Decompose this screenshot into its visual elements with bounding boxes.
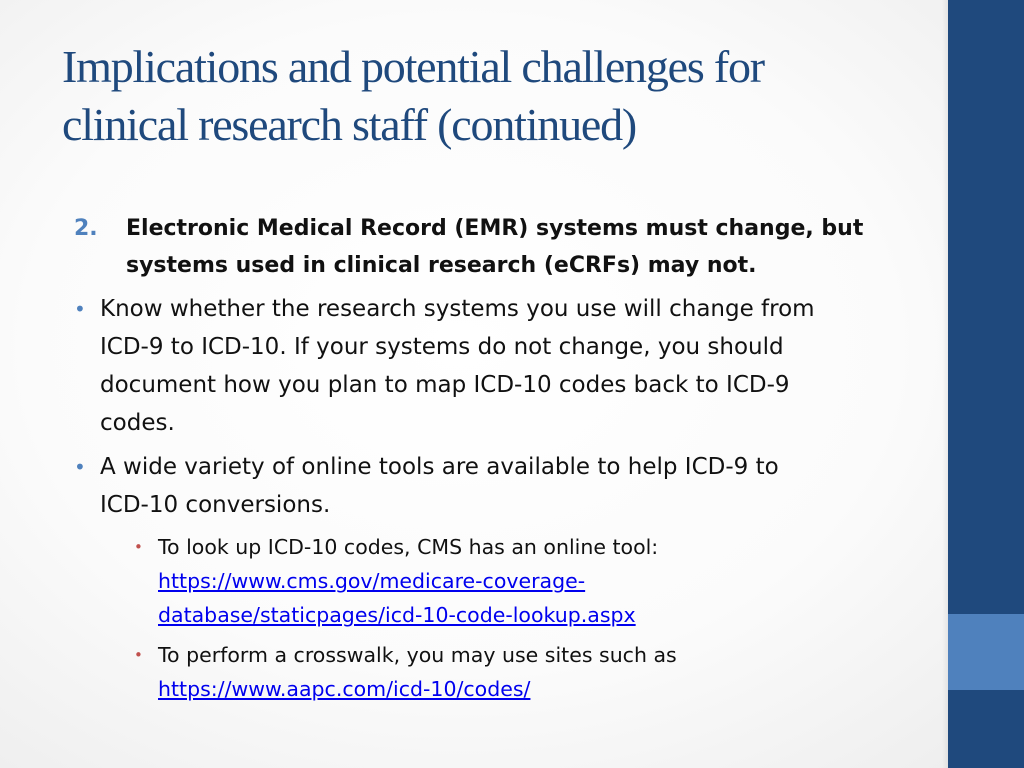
bullet-line: codes. bbox=[100, 410, 175, 436]
bullet-line: Know whether the research systems you use will change from bbox=[100, 296, 815, 322]
slide-title bbox=[62, 38, 932, 154]
bullet-item bbox=[74, 448, 904, 524]
aapc-codes-link[interactable] bbox=[158, 672, 904, 706]
item-number: 2. bbox=[74, 216, 98, 241]
sub-bullet-text bbox=[158, 530, 904, 632]
slide-title-line-2: clinical research staff (continued) bbox=[62, 99, 637, 150]
link-line[interactable]: https://www.aapc.com/icd-10/codes/ bbox=[158, 677, 531, 701]
bullet-text bbox=[100, 290, 904, 442]
sub-bullet-item bbox=[134, 530, 904, 632]
link-line[interactable]: https://www.cms.gov/medicare-coverage- bbox=[158, 569, 586, 593]
link-line[interactable]: database/staticpages/icd-10-code-lookup.aspx bbox=[158, 603, 636, 627]
bullet-line: ICD-10 conversions. bbox=[100, 492, 331, 518]
numbered-item-text bbox=[126, 210, 904, 284]
numbered-item-line-2: systems used in clinical research (eCRFs) may not. bbox=[126, 253, 757, 278]
bullet-line: document how you plan to map ICD-10 codes back to ICD-9 bbox=[100, 372, 790, 398]
sub-bullet-icon: • bbox=[134, 538, 143, 556]
sub-bullet-line: To look up ICD-10 codes, CMS has an online tool: bbox=[158, 535, 659, 559]
cms-lookup-link[interactable] bbox=[158, 564, 904, 632]
sub-bullet-line: To perform a crosswalk, you may use sites such as bbox=[158, 643, 677, 667]
numbered-item bbox=[74, 210, 904, 284]
sub-bullet-icon: • bbox=[134, 646, 143, 664]
bullet-icon: • bbox=[74, 455, 86, 479]
bullet-line: A wide variety of online tools are available to help ICD-9 to bbox=[100, 454, 779, 480]
bullet-item bbox=[74, 290, 904, 442]
slide-title-line-1: Implications and potential challenges for bbox=[62, 41, 764, 92]
decorative-sidebar-accent bbox=[948, 614, 1024, 690]
numbered-item-line-1: Electronic Medical Record (EMR) systems must change, but bbox=[126, 216, 864, 241]
slide-body bbox=[74, 210, 904, 712]
bullet-icon: • bbox=[74, 297, 86, 321]
bullet-text bbox=[100, 448, 904, 524]
sub-bullet-text bbox=[158, 638, 904, 706]
sub-bullet-item bbox=[134, 638, 904, 706]
bullet-line: ICD-9 to ICD-10. If your systems do not change, you should bbox=[100, 334, 784, 360]
